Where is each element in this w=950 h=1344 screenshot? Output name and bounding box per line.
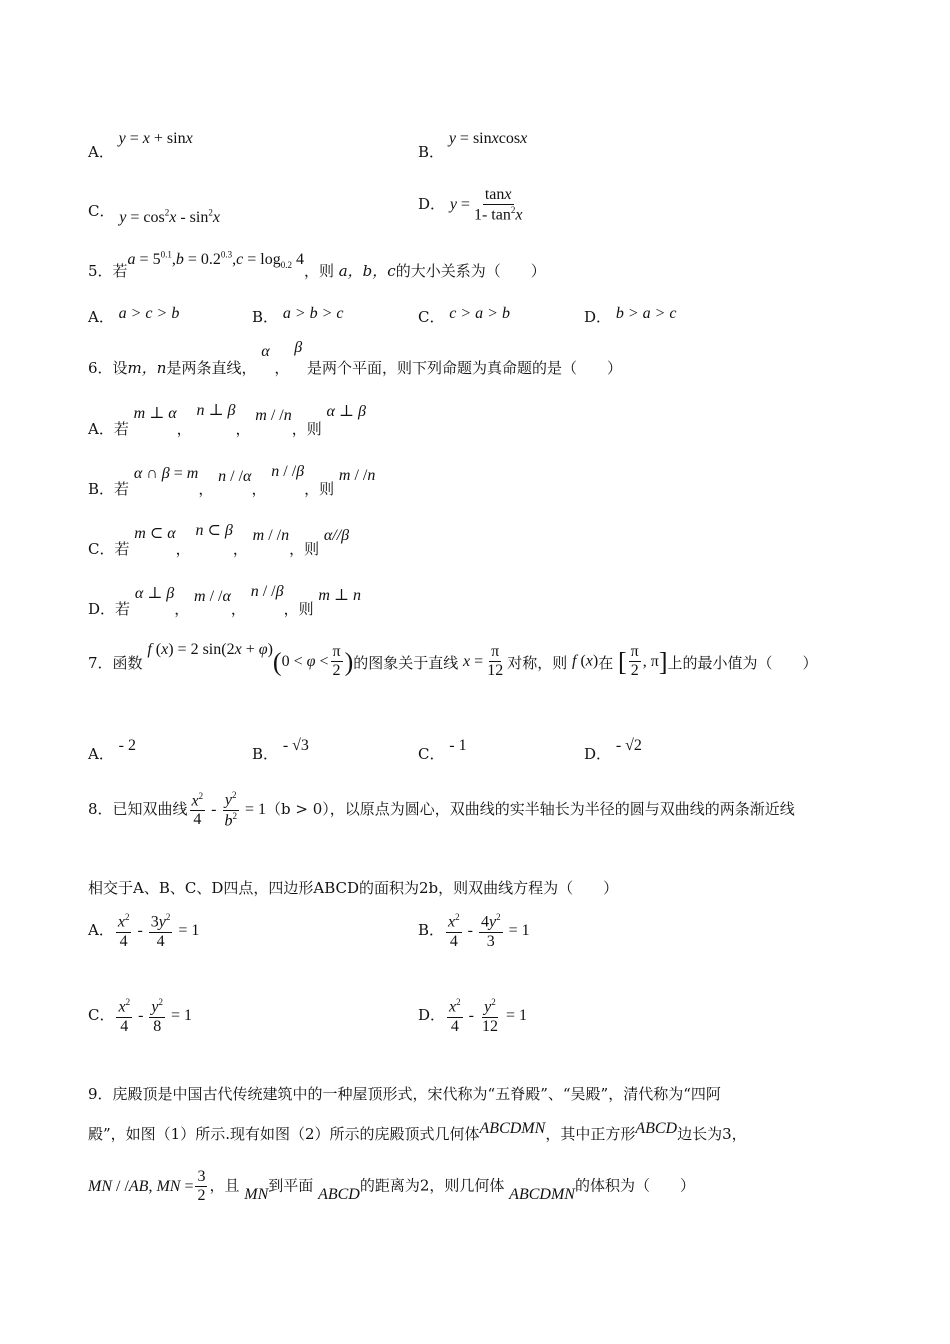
option-if: 若 [114,480,130,498]
alpha: α [261,343,270,360]
q7-number: 7．函数 [88,653,143,672]
option-label: D． [584,745,612,763]
option-label: C． [418,308,445,326]
option-if: 若 [113,420,129,438]
option-if: 若 [114,540,130,558]
question-7 [88,640,818,681]
q5-mid: ，则 [303,262,334,280]
q4-option-a[interactable] [88,127,193,161]
q6-text1: 是两条直线， [166,359,257,377]
q7-interval: [ $\frac{\pi}{2}$ , π] [618,643,668,680]
q9-plane: ABCD [318,1185,360,1203]
q7-option-a[interactable] [88,734,136,763]
option-then: ，则 [289,540,320,558]
option-expr: a > c > b [118,305,180,322]
formula: m / /n [252,527,290,544]
q7-fx: f (x) [571,652,599,670]
formula: $\frac{x^2}{4}$ - $\frac{3y^2}{4}$ = 1 [117,912,200,950]
q8-condition: （b > 0） [266,799,330,818]
formula: $\frac{x^2}{4}$ - $\frac{y^2}{8}$ = 1 [118,997,193,1035]
sep: ， [174,600,190,618]
q4-option-c[interactable] [88,200,220,226]
q4-option-d[interactable] [418,186,526,225]
option-label: B． [418,921,445,940]
q9-solid: ABCDMN [479,1120,546,1137]
formula: n / /α [218,468,252,485]
q6-number: 6．设 [88,359,128,377]
q7-text3: 在 [598,653,614,672]
q8-option-b[interactable] [418,912,530,951]
question-8 [88,790,795,830]
q9-text: 边长为3， [677,1125,747,1143]
q8-line2: 相交于A、B、C、D四点，四边形ABCD的面积为2b，则双曲线方程为（ ） [88,879,619,897]
option-expr: c > a > b [449,305,510,322]
q8-text1: ，以原点为圆心，双曲线的实半轴长为半径的圆与双曲线的两条渐近线 [329,799,795,818]
formula: n / /β [271,463,305,480]
formula: α//β [323,527,350,544]
q8-option-d[interactable] [418,997,527,1036]
q7-text4: 上的最小值为（ ） [667,653,818,672]
q8-number: 8．已知双曲线 [88,799,188,818]
option-label: C． [88,1006,115,1025]
option-label: C． [88,540,115,558]
formula: n ⊂ β [195,522,233,539]
q7-function: f (x) = 2 sin(2x + φ) [147,640,273,658]
formula: m ⊂ α [134,525,176,542]
q9-square: ABCD [635,1120,678,1137]
q7-option-d[interactable] [584,734,642,763]
q5-vars: a，b，c [338,262,396,280]
option-label: D． [418,195,446,214]
q9-condition: MN / /AB, MN = $\frac{3}{2}$ [88,1168,206,1205]
option-label: D． [584,308,612,326]
q7-text2: 对称，则 [507,653,568,672]
q5-tail: 的大小关系为（ ） [395,262,546,280]
q9-text: ，其中正方形 [545,1125,636,1143]
formula: m ⊥ n [318,587,361,604]
q5-number: 5．若 [88,262,128,280]
q9-line1: 9．庑殿顶是中国古代传统建筑中的一种屋顶形式，宋代称为“五脊殿”、“吴殿”，清代称为“四阿 [88,1085,721,1103]
option-label: B． [252,745,279,763]
formula: $\frac{x^2}{4}$ - $\frac{y^2}{12}$ = 1 [449,997,527,1035]
q9-text: 殿”，如图（1）所示.现有如图（2）所示的庑殿顶式几何体 [88,1125,480,1143]
q5-option-d[interactable] [584,306,677,327]
q5-option-a[interactable] [88,306,179,327]
q8-option-a[interactable] [88,912,199,951]
formula: α ∩ β = m [133,465,199,482]
option-label: B． [88,480,115,498]
option-label: A． [88,745,114,763]
q7-text1: 的图象关于直线 [353,653,459,672]
option-label: B． [252,308,279,326]
formula: α ⊥ β [326,403,366,420]
option-label: A． [88,420,114,438]
q9-text: 的距离为2，则几何体 [359,1176,505,1195]
option-label: A． [88,143,114,161]
formula: m ⊥ α [133,405,177,422]
formula: y = $\frac{\tan x}{1- \tan^2x}$ [449,186,523,224]
sep: ， [230,600,246,618]
formula: n / /β [250,583,284,600]
sep: ， [175,540,191,558]
q5-option-b[interactable] [252,306,344,327]
formula: m / /n [338,467,376,484]
option-then: ，则 [291,420,322,438]
q6-option-a[interactable] [88,402,366,438]
option-label: B． [418,143,445,161]
option-if: 若 [115,600,131,618]
q7-option-b[interactable] [252,734,309,763]
q9-solid: ABCDMN [509,1185,575,1203]
option-then: ，则 [304,480,335,498]
option-expr: - 1 [449,737,467,754]
option-expr: - 2 [118,737,136,754]
q8-hyperbola: $\frac{x^2}{4}$ - $\frac{y^2}{b^2}$ = 1 [191,790,267,830]
sep: ， [176,420,192,438]
q6-option-d[interactable] [88,582,361,618]
q7-condition: (0 < φ < $\frac{\pi}{2}$ ) [272,643,354,680]
sep: ， [198,480,214,498]
q9-text: 到平面 [268,1176,314,1195]
q8-option-c[interactable] [88,997,192,1036]
q6-option-c[interactable] [88,522,350,558]
formula: m / /n [255,407,292,424]
q9-line3 [88,1168,695,1206]
q4-option-b[interactable] [418,127,528,161]
q7-option-c[interactable] [418,734,467,763]
sep: ， [232,540,248,558]
option-label: A． [88,308,114,326]
formula: y = sinxcosx [448,130,528,147]
q9-text: 的体积为（ ） [574,1176,695,1195]
formula: α ⊥ β [134,585,175,602]
formula: $y = \cos^2x - \sin^2x$ [119,207,220,226]
question-6: 6．设m，n是两条直线， α ， β 是两个平面，则下列命题为真命题的是（ ） [88,339,622,377]
q6-option-b[interactable] [88,462,376,498]
formula: y = x + sinx [118,130,193,147]
sep: ， [251,480,267,498]
q6-lines: m，n [127,359,167,377]
beta: β [294,339,303,356]
option-expr: b > a > c [615,305,677,322]
option-then: ，则 [283,600,314,618]
option-label: D． [88,600,116,618]
option-expr: - √2 [615,737,642,754]
q9-line2 [88,1117,747,1143]
option-label: C． [88,202,115,220]
option-label: D． [418,1006,446,1025]
formula: $\frac{x^2}{4}$ - $\frac{4y^2}{3}$ = 1 [448,912,530,950]
q5-option-c[interactable] [418,306,510,327]
option-label: C． [418,745,445,763]
sep: ， [235,420,251,438]
option-expr: - √3 [282,737,309,754]
q6-text2: 是两个平面，则下列命题为真命题的是（ ） [306,359,622,377]
formula: m / /α [194,588,231,605]
option-label: A． [88,921,114,940]
q5-formula: $a = 5^{0.1},b = 0.2^{0.3},c = \log_{0.2} 4$ [127,249,304,271]
question-5 [88,248,546,280]
option-expr: a > b > c [282,305,344,322]
formula: n ⊥ β [196,402,236,419]
q7-line: x = $\frac{\pi}{12}$ [463,643,504,680]
q9-mn: MN [244,1185,269,1203]
q9-text: ，且 [209,1176,240,1195]
